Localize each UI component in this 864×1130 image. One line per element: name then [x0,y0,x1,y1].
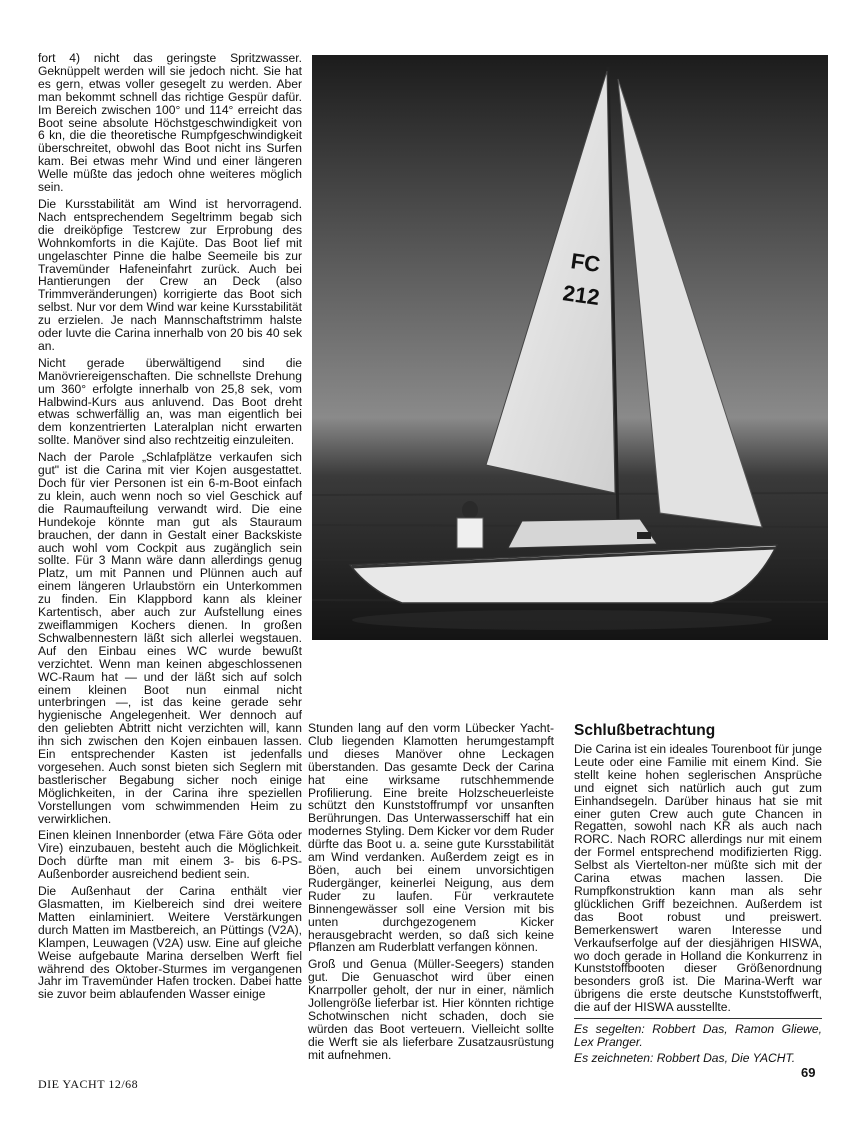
article-column-1 [38,52,302,1005]
page-number: 69 [801,1065,816,1080]
paragraph: Einen kleinen Innenborder (etwa Färe Göta oder Vire) einzubauen, besteht auch die Möglichkeit. Doch dürfte man mit einem 3- bis 6-PS-Außenborder ausreichend bedient sein. [38,828,302,882]
sail-number: 212 [561,280,602,311]
paragraph: Die Außenhaut der Carina enthält vier Glasmatten, im Kielbereich sind drei weitere Matten einlaminiert. Weitere Verstärkungen durch Matten im Mastbereich, an Püttings (V2A), Klampen, Leuwagen (V2A) usw. Eine auf gleiche Weise aufgebaute Marina derselben Werft fiel während des Oktober-Sturmes im vergangenen Jahr im Travemünder Hafen trocken. Dabei hatte sie zuvor beim ablaufenden Wasser einige [38,884,302,1002]
paragraph: Nicht gerade überwältigend sind die Manövriereigenschaften. Die schnellste Drehung um 360° erfolgte innerhalb von 25,8 sek, vom Halbwind-Kurs aus anluvend. Das Boot dreht etwas schwerfällig an, was man eigentlich bei dem konzentrierten Lateralplan nicht erwarten sollte. Manöver sind also rechtzeitig einzuleiten. [38,355,302,448]
sailboat-photo [312,55,828,640]
article-column-3 [574,722,822,1068]
section-heading: Schlußbetrachtung [574,722,716,739]
paragraph: Die Carina ist ein ideales Tourenboot für junge Leute oder eine Familie mit einem Kind. Sie stellt keine hohen seglerischen Ansprüche und eignet sich natürlich auch gut zum Einhandsegeln. Darüber hinaus hat sie mit einer guten Crew auch gute Chancen in Regatten, sowohl nach KR als auch nach RORC. Nach RORC allerdings nur mit einem der Formel entsprechend modifizierten Rigg. Selbst als Viertelton-ner müßte sich mit der Carina etwas machen lassen. Die Rumpfkonstruktion kann man als sehr glücklichen Griff bezeichnen. Außerdem ist das Boot robust und preiswert. Bemerkenswert waren Interesse und Verkaufserfolge auf der diesjährigen HISWA, wo doch gerade in Holland die Konkurrenz in Kunststoffbooten dieser Größenordnung besonders groß ist. Die Marina-Werft war übrigens die erste deutsche Kunststoffwerft, die auf der HISWA ausstellte. [574,742,822,1015]
paragraph: Groß und Genua (Müller-Seegers) standen gut. Die Genuaschot wird über einen Knarrpoller geholt, der nur in einer, nämlich Jollengröße lieferbar ist. Hier könnten richtige Schotwinschen nicht schaden, doch sie würden das Boot verteuern. Vielleicht sollte die Werft sie als lieferbare Zusatzausrüstung mit aufnehmen. [308,957,554,1062]
paragraph: Stunden lang auf den vorm Lübecker Yacht-Club liegenden Klamotten herumgestampft und dieses Manöver ohne Leckagen überstanden. Das gesamte Deck der Carina hat eine wirksame rutschhemmende Profilierung. Eine breite Holzscheuerleiste schützt den Kunststoffrumpf vor unsanften Berührungen. Das Unterwasserschiff hat ein modernes Styling. Dem Kicker vor dem Ruder dürfte das Boot u. a. seine gute Kursstabilität am Wind verdanken. Außerdem zeigt es in Böen, auch bei einem unvorsichtigen Rudergänger, keinerlei Neigung, aus dem Ruder zu laufen. Für verkrautete Binnengewässer soll eine Version mit bis unten durchgezogenem Kicker herausgebracht werden, so daß sich keine Pflanzen am Ruderblatt verfangen können. [308,721,554,955]
credit-line: Es zeichneten: Robbert Das, Die YACHT. [574,1050,796,1065]
divider [574,1018,822,1019]
footer-publication: DIE YACHT 12/68 [38,1077,139,1091]
sail-number: FC [569,248,602,278]
paragraph: fort 4) nicht das geringste Spritzwasser. Geknüppelt werden will sie jedoch nicht. Sie hat es gern, etwas voller gesegelt zu werden. Aber man bekommt schnell das richtige Gespür dafür. Im Bereich zwischen 100° und 114° erreicht das Boot seine absolute Höchstgeschwindigkeit von 6 kn, die die theoretische Rumpfgeschwindigkeit überschreitet, obwohl das Boot nicht ins Surfen kam. Bei etwas mehr Wind und einer längeren Welle müßte das jedoch ohne weiteres möglich sein. [38,51,302,195]
paragraph: Die Kursstabilität am Wind ist hervorragend. Nach entsprechendem Segeltrimm begab sich die dreiköpfige Testcrew zur Erprobung des Wohnkomforts in die Kajüte. Das Boot lief mit ungelaschter Pinne die halbe Seemeile bis zur Travemünder Hafeneinfahrt zurück. Auch bei Hantierungen der Crew an Deck (also Trimmveränderungen) korrigierte das Boot sich selbst. Nur vor dem Wind war keine Kursstabilität zu erzielen. Je nach Mannschaftstrimm halste oder luvte die Carina innerhalb von 20 bis 40 sek an. [38,196,302,353]
credits [574,1023,822,1065]
article-column-2 [308,722,554,1066]
credit-line: Es segelten: Robbert Das, Ramon Gliewe, Lex Pranger. [574,1022,822,1049]
paragraph: Nach der Parole „Schlafplätze verkaufen sich gut" ist die Carina mit vier Kojen ausgestattet. Doch für vier Personen ist ein 6-m-Boot einfach zu klein, auch wenn noch so viel Geschick auf die Raumaufteilung verwandt wird. Die eine Hundekoje könnte man gut als Stauraum brauchen, der dann in Gestalt einer Backskiste auch wohl vom Cockpit aus zugänglich sein sollte. Für 3 Mann wäre dann allerdings genug Platz, um mit Pannen und Plünnen auch auf einem längeren Urlaubstörn ein Unterkommen zu finden. Ein Klappbord kann als kleiner Kartentisch, aber auch zur Aufstellung eines zweiflammigen Kochers dienen. In großen Schwalbennestern läßt sich allerlei wegstauen. Auf den Einbau eines WC wurde bewußt verzichtet. Wenn man keinen abgeschlossenen WC-Raum hat — und der läßt sich auf solch einem kleinen Boot nun einmal nicht unterbringen —, ist das keine gerade sehr hygienische Angelegenheit. Wer dennoch auf den geliebten Abtritt nicht verzichten will, kann ihn sich zwischen den Kojen einbauen lassen. Ein entsprechender Kasten ist jedenfalls vorgesehen. Auch sonst bieten sich Seglern mit bastlerischer Begabung sicher noch einige Möglichkeiten, in der Carina ihre speziellen Vorstellungen vom schwimmenden Heim zu verwirklichen. [38,450,302,826]
